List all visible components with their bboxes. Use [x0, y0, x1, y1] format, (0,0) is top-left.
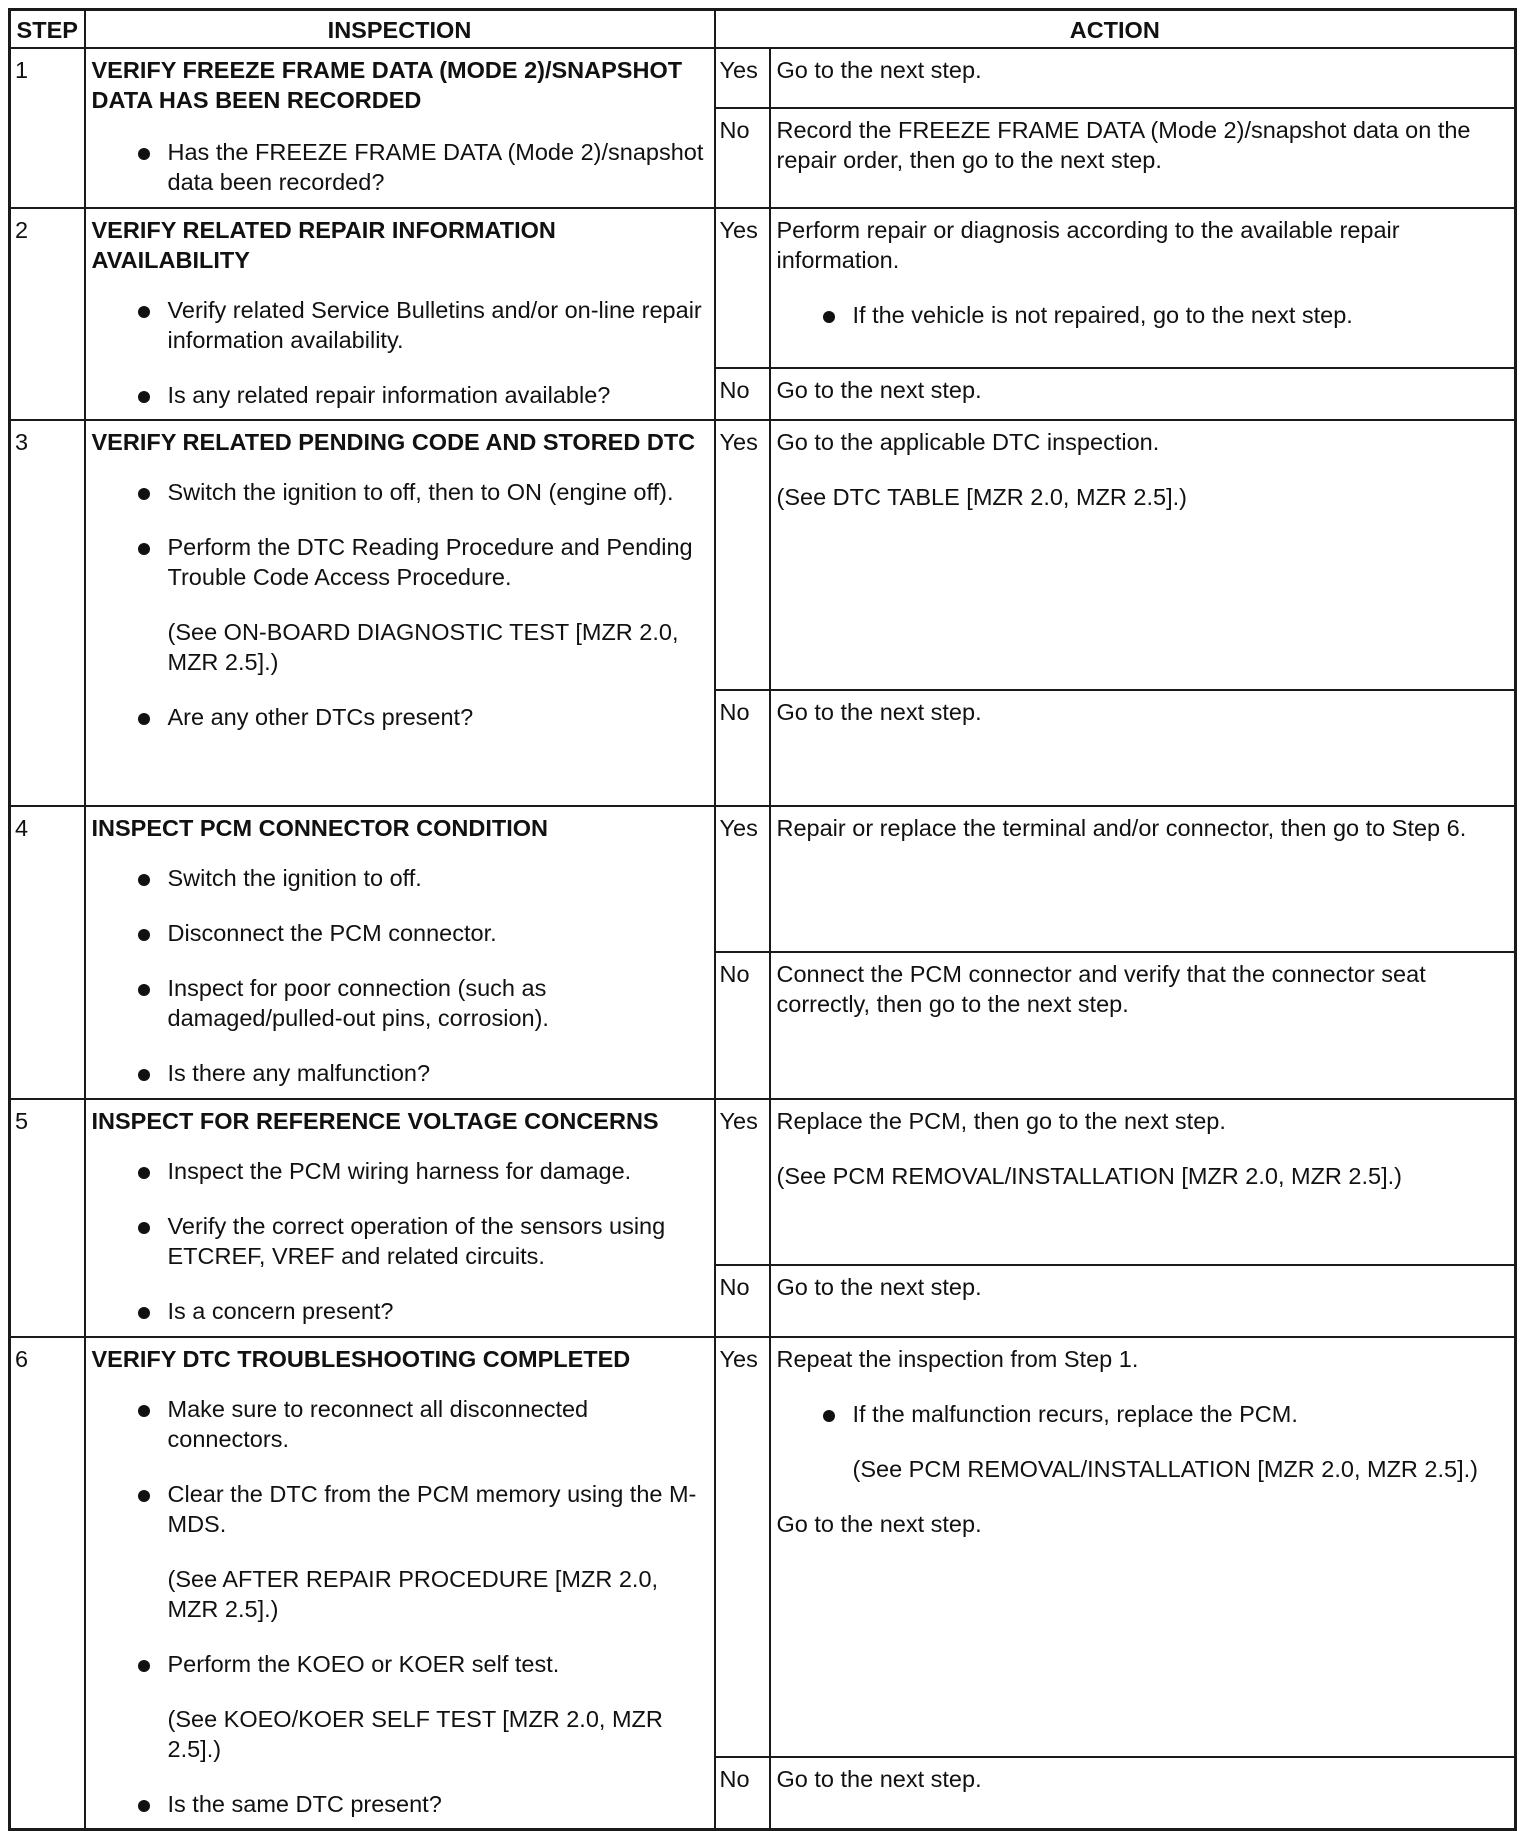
yes-action: Go to the applicable DTC inspection. (See DTC TABLE [MZR 2.0, MZR 2.5].): [770, 420, 1516, 690]
inspection-bullet: Is there any malfunction?: [92, 1058, 708, 1088]
yes-label: Yes: [715, 1099, 770, 1265]
bullet-dot-icon: [138, 874, 150, 886]
step-title: INSPECT FOR REFERENCE VOLTAGE CONCERNS: [91, 1108, 659, 1134]
step-title: INSPECT PCM CONNECTOR CONDITION: [91, 815, 549, 841]
yes-label: Yes: [715, 208, 770, 368]
bullet-dot-icon: [138, 1405, 150, 1417]
inspection-bullet: Has the FREEZE FRAME DATA (Mode 2)/snapshot data been recorded?: [92, 137, 708, 197]
yes-label: Yes: [715, 1337, 770, 1757]
bullet-dot-icon: [138, 148, 150, 160]
step-number: 3: [10, 420, 85, 806]
inspection-bullet: Are any other DTCs present?: [92, 702, 708, 732]
inspection-bullet: Is a concern present?: [92, 1296, 708, 1326]
bullet-dot-icon: [138, 713, 150, 725]
step-1-yes-row: [10, 48, 1516, 108]
table-header-row: [10, 10, 1516, 49]
yes-action: Repair or replace the terminal and/or connector, then go to Step 6.: [770, 806, 1516, 952]
step-number: 5: [10, 1099, 85, 1337]
step-1-inspection: [85, 48, 715, 208]
step-title: VERIFY DTC TROUBLESHOOTING COMPLETED: [91, 1346, 631, 1372]
inspection-bullet: Verify the correct operation of the sensors using ETCREF, VREF and related circuits.: [92, 1211, 708, 1271]
inspection-bullet: Disconnect the PCM connector.: [92, 918, 708, 948]
step-5-yes-row: [10, 1099, 1516, 1265]
action-bullet: If the malfunction recurs, replace the PCM. (See PCM REMOVAL/INSTALLATION [MZR 2.0, MZR 2.5].): [777, 1399, 1509, 1484]
step-title: VERIFY RELATED REPAIR INFORMATION AVAILABILITY: [91, 217, 556, 273]
inspection-bullet: Verify related Service Bulletins and/or on-line repair information availability.: [92, 295, 708, 355]
bullet-dot-icon: [138, 984, 150, 996]
no-label: No: [715, 952, 770, 1099]
header-step: STEP: [10, 10, 85, 49]
reference-link-text: (See ON-BOARD DIAGNOSTIC TEST [MZR 2.0, MZR 2.5].): [167, 619, 679, 675]
bullet-dot-icon: [823, 311, 835, 323]
bullet-dot-icon: [138, 929, 150, 941]
inspection-bullet: Perform the KOEO or KOER self test. (See KOEO/KOER SELF TEST [MZR 2.0, MZR 2.5].): [92, 1649, 708, 1764]
bullet-dot-icon: [138, 1222, 150, 1234]
yes-label: Yes: [715, 806, 770, 952]
step-title: VERIFY FREEZE FRAME DATA (MODE 2)/SNAPSHOT DATA HAS BEEN RECORDED: [91, 57, 683, 113]
header-inspection: INSPECTION: [85, 10, 715, 49]
no-action: Go to the next step.: [770, 368, 1516, 420]
bullet-dot-icon: [138, 1490, 150, 1502]
inspection-bullet: Switch the ignition to off.: [92, 863, 708, 893]
bullet-dot-icon: [138, 1800, 150, 1812]
no-label: No: [715, 108, 770, 208]
reference-link-text: (See DTC TABLE [MZR 2.0, MZR 2.5].): [776, 484, 1187, 510]
inspection-bullet: Inspect the PCM wiring harness for damage.: [92, 1156, 708, 1186]
no-action: Go to the next step.: [770, 690, 1516, 806]
header-action: ACTION: [715, 10, 1516, 49]
step-5-inspection: [85, 1099, 715, 1337]
bullet-dot-icon: [138, 1069, 150, 1081]
yes-action: Replace the PCM, then go to the next step. (See PCM REMOVAL/INSTALLATION [MZR 2.0, MZR 2.5].): [770, 1099, 1516, 1265]
step-4-yes-row: [10, 806, 1516, 952]
inspection-bullet: Clear the DTC from the PCM memory using the M-MDS. (See AFTER REPAIR PROCEDURE [MZR 2.0, MZR 2.5].): [92, 1479, 708, 1624]
inspection-bullet: Perform the DTC Reading Procedure and Pending Trouble Code Access Procedure. (See ON-BOARD DIAGNOSTIC TEST [MZR 2.0, MZR 2.5].): [92, 532, 708, 677]
bullet-dot-icon: [138, 1660, 150, 1672]
step-6-inspection: [85, 1337, 715, 1829]
step-6-yes-row: [10, 1337, 1516, 1757]
inspection-bullet: Switch the ignition to off, then to ON (engine off).: [92, 477, 708, 507]
yes-action: Perform repair or diagnosis according to the available repair information. If the vehicle is not repaired, go to the next step.: [770, 208, 1516, 368]
inspection-bullet: Is the same DTC present?: [92, 1789, 708, 1819]
inspection-bullet: Make sure to reconnect all disconnected connectors.: [92, 1394, 708, 1454]
yes-action: Go to the next step.: [770, 48, 1516, 108]
step-number: 1: [10, 48, 85, 208]
no-action: Go to the next step.: [770, 1757, 1516, 1829]
step-number: 2: [10, 208, 85, 420]
step-4-inspection: [85, 806, 715, 1099]
no-action: Go to the next step.: [770, 1265, 1516, 1337]
step-3-inspection: [85, 420, 715, 806]
step-2-yes-row: [10, 208, 1516, 368]
bullet-dot-icon: [138, 306, 150, 318]
yes-label: Yes: [715, 420, 770, 690]
reference-link-text: (See PCM REMOVAL/INSTALLATION [MZR 2.0, MZR 2.5].): [852, 1456, 1478, 1482]
bullet-dot-icon: [823, 1410, 835, 1422]
step-2-inspection: [85, 208, 715, 420]
bullet-dot-icon: [138, 488, 150, 500]
step-number: 4: [10, 806, 85, 1099]
step-3-yes-row: [10, 420, 1516, 690]
bullet-dot-icon: [138, 1167, 150, 1179]
no-label: No: [715, 1265, 770, 1337]
action-bullet: If the vehicle is not repaired, go to the next step.: [777, 300, 1509, 330]
bullet-dot-icon: [138, 1307, 150, 1319]
no-label: No: [715, 1757, 770, 1829]
yes-label: Yes: [715, 48, 770, 108]
reference-link-text: (See AFTER REPAIR PROCEDURE [MZR 2.0, MZR 2.5].): [167, 1566, 659, 1622]
inspection-bullet: Inspect for poor connection (such as damaged/pulled-out pins, corrosion).: [92, 973, 708, 1033]
step-title: VERIFY RELATED PENDING CODE AND STORED DTC: [91, 429, 696, 455]
no-label: No: [715, 368, 770, 420]
bullet-dot-icon: [138, 543, 150, 555]
reference-link-text: (See PCM REMOVAL/INSTALLATION [MZR 2.0, MZR 2.5].): [776, 1163, 1402, 1189]
yes-action: Repeat the inspection from Step 1. If the malfunction recurs, replace the PCM. (See PCM REMOVAL/INSTALLATION [MZR 2.0, MZR 2.5].) Go to the next step.: [770, 1337, 1516, 1757]
reference-link-text: (See KOEO/KOER SELF TEST [MZR 2.0, MZR 2.5].): [167, 1706, 663, 1762]
bullet-dot-icon: [138, 391, 150, 403]
no-action: Connect the PCM connector and verify that the connector seat correctly, then go to the next step.: [770, 952, 1516, 1099]
step-number: 6: [10, 1337, 85, 1829]
no-action: Record the FREEZE FRAME DATA (Mode 2)/snapshot data on the repair order, then go to the next step.: [770, 108, 1516, 208]
inspection-bullet: Is any related repair information available?: [92, 380, 708, 410]
no-label: No: [715, 690, 770, 806]
diagnostic-procedure-table: [8, 8, 1517, 1831]
